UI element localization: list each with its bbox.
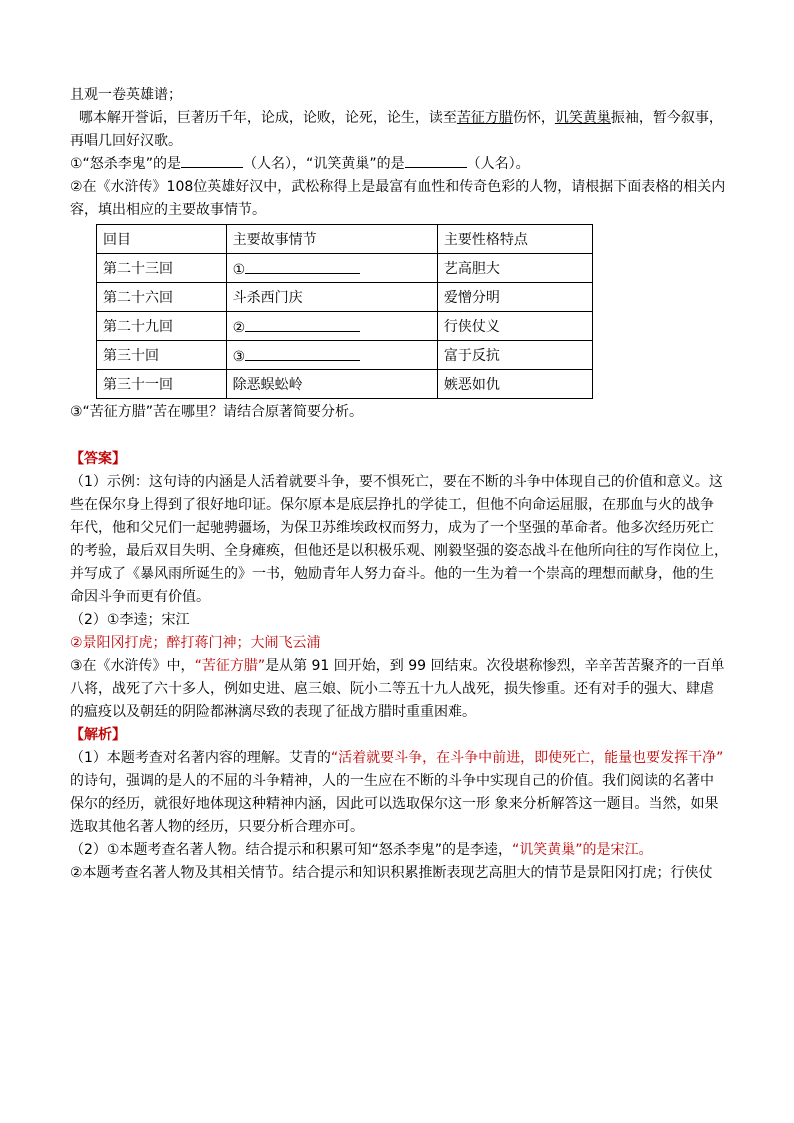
table-cell-chapter: 第二十六回 [97, 283, 227, 312]
q1-text: （人名）。 [466, 156, 530, 172]
table-cell-trait: 艺高胆大 [437, 254, 592, 283]
table-cell-chapter: 第三十一回 [97, 370, 227, 399]
intro-line-1: 且观一卷英雄谱； [70, 87, 182, 103]
answer-blank[interactable] [245, 346, 360, 361]
table-cell-chapter: 第二十九回 [97, 312, 227, 341]
spacer [70, 424, 730, 448]
q1-text: ①“怒杀李鬼”的是 [70, 156, 182, 172]
table-cell-plot [226, 254, 437, 283]
table-row [97, 341, 593, 370]
answer-p2: （2）①李逵；宋江 [70, 612, 190, 628]
plot-marker: ② [232, 319, 246, 336]
answer-quote: “苦征方腊” [194, 658, 266, 674]
question-1 [70, 153, 730, 176]
table-cell-plot [226, 312, 437, 341]
intro-text: 振袖，暂今叙事， [610, 110, 723, 126]
plot-marker: ③ [232, 348, 246, 365]
answer-p1-line: 命因斗争而更有价值。 [70, 589, 210, 605]
intro-line-3: 再唱几回好汉歌。 [70, 133, 182, 149]
table-header: 主要故事情节 [226, 225, 437, 254]
analysis-p2 [70, 839, 730, 862]
plot-marker: ① [232, 261, 246, 278]
table-cell-trait: 行侠仗义 [437, 312, 592, 341]
table-cell-plot: 除恶蜈蚣岭 [226, 370, 437, 399]
q1-text: （人名），“讥笑黄巢”的是 [243, 156, 405, 172]
question-2-line-1: ②在《水浒传》108位英雄好汉中，武松称得上是最富有血性和传奇色彩的人物，请根据下面表格的相关内 [70, 179, 726, 195]
answer-p3: ②景阳冈打虎；醉打蒋门神；大闹飞云浦 [70, 635, 321, 651]
answer-p1-line: 的考验，最后双目失明、全身瘫痪，但他还是以积极乐观、刚毅坚强的姿态战斗在他所向往的写作岗位上， [70, 543, 728, 559]
answer-text: ③在《水浒传》中， [70, 658, 195, 674]
answer-p1-line: 些在保尔身上得到了很好地印证。保尔原本是底层挣扎的学徒工，但他不向命运屈服，在那血与火的战争 [70, 497, 714, 513]
table-cell-trait: 嫉恶如仇 [437, 370, 592, 399]
table-cell-plot: 斗杀西门庆 [226, 283, 437, 312]
question-2-line-2: 容，填出相应的主要故事情节。 [70, 202, 266, 218]
table-header-row [97, 225, 593, 254]
answer-p1-line: （1）示例：这句诗的内涵是人活着就要斗争，要不惧死亡，要在不断的斗争中体现自己的价值和意义。这 [70, 474, 723, 490]
answer-blank[interactable] [245, 317, 360, 332]
answer-header: 【答案】 [70, 451, 126, 467]
analysis-p1-line-1 [70, 747, 730, 770]
table-header: 回目 [97, 225, 227, 254]
analysis-p3: ②本题考查名著人物及其相关情节。结合提示和知识积累推断表现艺高胆大的情节是景阳冈打虎；行侠仗 [70, 865, 713, 881]
intro-text: 伤怀， [512, 110, 555, 126]
answer-p1-line: 并写成了《暴风雨所诞生的》一书，勉励青年人努力奋斗。他的一生为着一个崇高的理想而献身，他的生 [70, 566, 714, 582]
analysis-quote: “讥笑黄巢”的是宋江。 [511, 842, 653, 858]
analysis-p1-line-3: 保尔的经历，就很好地体现这种精神内涵，因此可以选取保尔这一形 象来分析解答这一题目。当然，如果 [70, 796, 719, 812]
answer-text: 是从第 91 回开始，到 99 回结束。次役堪称惨烈，辛辛苦苦聚齐的一百单 [265, 658, 725, 674]
table-cell-trait: 富于反抗 [437, 341, 592, 370]
answer-blank[interactable] [245, 259, 360, 274]
answer-p4-line-2: 八将，战死了六十多人，例如史进、扈三娘、阮小二等五十九人战死，损失惨重。还有对手的强大、肆虐 [70, 681, 714, 697]
wusong-table [96, 224, 593, 399]
table-cell-plot [226, 341, 437, 370]
underlined-term: 苦征方腊 [456, 110, 513, 126]
answer-p1-line: 年代，他和父兄们一起驰骋疆场，为保卫苏维埃政权而努力，成为了一个坚强的革命者。他多次经历死亡 [70, 520, 714, 536]
table-cell-trait: 爱憎分明 [437, 283, 592, 312]
answer-p4-line-1 [70, 655, 730, 678]
underlined-term: 讥笑黄巢 [554, 110, 611, 126]
table-row [97, 370, 593, 399]
answer-blank[interactable] [181, 153, 243, 168]
table-cell-chapter: 第二十三回 [97, 254, 227, 283]
analysis-text: （2）①本题考查名著人物。结合提示和积累可知“怒杀李鬼”的是李逵， [70, 842, 512, 858]
answer-p4-line-3: 的瘟疫以及朝廷的阴险都淋漓尽致的表现了征战方腊时重重困难。 [70, 704, 476, 720]
answer-blank[interactable] [405, 153, 467, 168]
table-row [97, 254, 593, 283]
intro-line-2 [70, 107, 730, 130]
intro-text: 哪本解开誉诟，巨著历千年，论成，论败，论死，论生，读至 [78, 110, 457, 126]
question-3: ③“苦征方腊”苦在哪里？请结合原著简要分析。 [70, 404, 364, 420]
table-row [97, 283, 593, 312]
analysis-p1-line-2: 的诗句，强调的是人的不屈的斗争精神，人的一生应在不断的斗争中实现自己的价值。我们阅读的名著中 [70, 773, 714, 789]
table-header: 主要性格特点 [437, 225, 592, 254]
table-cell-chapter: 第三十回 [97, 341, 227, 370]
analysis-quote: “活着就要斗争，在斗争中前进，即使死亡，能量也要发挥干净” [330, 750, 724, 766]
table-row [97, 312, 593, 341]
document-content [70, 84, 730, 885]
analysis-header: 【解析】 [70, 727, 126, 743]
analysis-p1-line-4: 选取其他名著人物的经历，只要分析合理亦可。 [70, 819, 364, 835]
analysis-text: （1）本题考查对名著内容的理解。艾青的 [70, 750, 331, 766]
